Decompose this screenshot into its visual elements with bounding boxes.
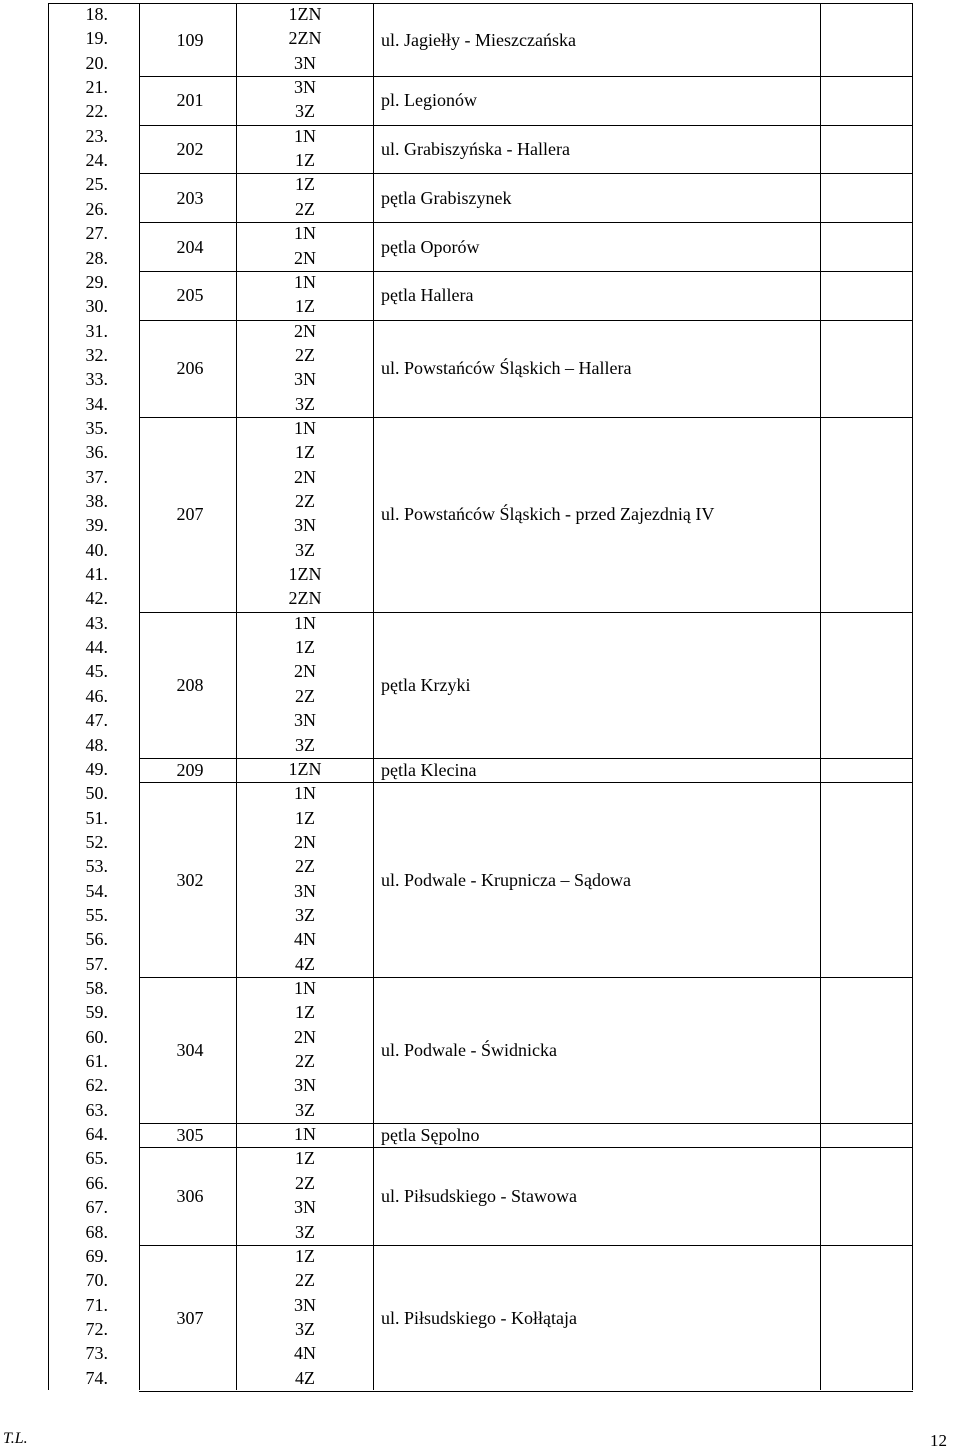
- footer-initials: T.L.: [3, 1430, 28, 1447]
- stop-location: ul. Powstańców Śląskich – Hallera: [381, 358, 632, 379]
- column-rule: [373, 3, 374, 1390]
- row-number: 39.: [85, 515, 108, 536]
- row-number: 58.: [85, 978, 108, 998]
- stop-direction: 3N: [294, 1075, 316, 1096]
- stop-direction: 1N: [294, 417, 316, 438]
- stop-direction: 1Z: [295, 150, 315, 171]
- row-number: 69.: [85, 1245, 108, 1266]
- stop-direction: 4N: [294, 1343, 316, 1364]
- stop-location: ul. Powstańców Śląskich - przed Zajezdnią IV: [381, 504, 715, 525]
- line-number: 204: [176, 236, 204, 257]
- stop-location: ul. Podwale - Świdnicka: [381, 1040, 557, 1061]
- row-number: 30.: [85, 296, 108, 317]
- stop-location: pętla Krzyki: [381, 674, 471, 695]
- row-number: 18.: [85, 4, 108, 24]
- row-number: 29.: [85, 271, 108, 292]
- stop-direction: 3N: [294, 369, 316, 390]
- stop-table: [48, 3, 913, 1390]
- stop-direction: 1Z: [295, 1002, 315, 1023]
- row-number: 64.: [85, 1124, 108, 1145]
- row-number: 33.: [85, 369, 108, 390]
- group-separator: [139, 320, 913, 321]
- line-number: 302: [176, 869, 204, 890]
- stop-direction: 1N: [294, 783, 316, 804]
- line-number: 203: [176, 187, 204, 208]
- line-number: 305: [176, 1125, 204, 1146]
- group-separator: [139, 76, 913, 77]
- stop-direction: 3N: [294, 52, 316, 73]
- stop-direction: 3N: [294, 710, 316, 731]
- group-separator: [139, 758, 913, 759]
- stop-direction: 1N: [294, 978, 316, 998]
- row-number: 44.: [85, 637, 108, 658]
- row-number: 37.: [85, 466, 108, 487]
- stop-direction: 2Z: [295, 1270, 315, 1291]
- stop-direction: 3Z: [295, 1221, 315, 1242]
- stop-direction: 2Z: [295, 198, 315, 219]
- row-number: 26.: [85, 198, 108, 219]
- stop-direction: 3N: [294, 1294, 316, 1315]
- row-number: 63.: [85, 1099, 108, 1120]
- row-number: 20.: [85, 52, 108, 73]
- line-number: 306: [176, 1186, 204, 1207]
- stop-location: ul. Piłsudskiego - Stawowa: [381, 1186, 577, 1207]
- stop-direction: 2Z: [295, 344, 315, 365]
- row-number: 40.: [85, 539, 108, 560]
- stop-direction: 2Z: [295, 1051, 315, 1072]
- stop-direction: 3N: [294, 77, 316, 98]
- group-separator: [139, 1391, 913, 1392]
- stop-direction: 1ZN: [288, 564, 322, 585]
- row-number: 54.: [85, 880, 108, 901]
- row-number: 70.: [85, 1270, 108, 1291]
- row-number: 49.: [85, 758, 108, 779]
- row-number: 56.: [85, 929, 108, 950]
- stop-direction: 1Z: [295, 1245, 315, 1266]
- stop-direction: 1Z: [295, 442, 315, 463]
- group-separator: [139, 1123, 913, 1124]
- row-number: 41.: [85, 564, 108, 585]
- row-number: 23.: [85, 125, 108, 146]
- group-separator: [139, 222, 913, 223]
- row-number: 42.: [85, 588, 108, 609]
- row-number: 65.: [85, 1148, 108, 1169]
- row-number: 48.: [85, 734, 108, 755]
- column-rule: [912, 3, 913, 1390]
- group-separator: [139, 612, 913, 613]
- stop-location: ul. Podwale - Krupnicza – Sądowa: [381, 869, 631, 890]
- stop-direction: 2ZN: [288, 28, 322, 49]
- stop-direction: 2N: [294, 466, 316, 487]
- row-number: 52.: [85, 831, 108, 852]
- stop-direction: 3Z: [295, 1099, 315, 1120]
- row-number: 68.: [85, 1221, 108, 1242]
- row-number: 55.: [85, 904, 108, 925]
- stop-direction: 3Z: [295, 734, 315, 755]
- group-separator: [139, 1147, 913, 1148]
- row-number: 34.: [85, 393, 108, 414]
- row-number: 67.: [85, 1197, 108, 1218]
- row-number: 57.: [85, 953, 108, 974]
- row-number: 50.: [85, 783, 108, 804]
- stop-direction: 1N: [294, 1124, 316, 1145]
- stop-direction: 3N: [294, 880, 316, 901]
- line-number: 208: [176, 674, 204, 695]
- row-number: 43.: [85, 612, 108, 633]
- row-number: 22.: [85, 101, 108, 122]
- stop-direction: 1N: [294, 612, 316, 633]
- stop-direction: 1N: [294, 125, 316, 146]
- stop-direction: 1Z: [295, 637, 315, 658]
- stop-location: ul. Piłsudskiego - Kołłątaja: [381, 1307, 577, 1328]
- stop-direction: 1Z: [295, 1148, 315, 1169]
- stop-location: ul. Grabiszyńska - Hallera: [381, 139, 570, 160]
- row-number: 31.: [85, 320, 108, 341]
- row-number: 36.: [85, 442, 108, 463]
- column-rule: [820, 3, 821, 1390]
- row-number: 73.: [85, 1343, 108, 1364]
- stop-direction: 2Z: [295, 685, 315, 706]
- group-separator: [139, 782, 913, 783]
- line-number: 207: [176, 504, 204, 525]
- stop-direction: 3Z: [295, 539, 315, 560]
- stop-location: pętla Grabiszynek: [381, 187, 512, 208]
- row-number: 66.: [85, 1172, 108, 1193]
- row-number: 24.: [85, 150, 108, 171]
- stop-direction: 3Z: [295, 393, 315, 414]
- stop-location: pętla Sępolno: [381, 1125, 480, 1146]
- stop-direction: 2N: [294, 247, 316, 268]
- column-rule: [139, 3, 140, 1390]
- stop-location: pl. Legionów: [381, 90, 477, 111]
- stop-direction: 3Z: [295, 904, 315, 925]
- table-top-rule: [48, 3, 913, 4]
- stop-direction: 4N: [294, 929, 316, 950]
- column-rule: [236, 3, 237, 1390]
- row-number: 74.: [85, 1367, 108, 1388]
- group-separator: [139, 173, 913, 174]
- stop-direction: 1ZN: [288, 4, 322, 24]
- stop-direction: 4Z: [295, 953, 315, 974]
- stop-direction: 2N: [294, 831, 316, 852]
- group-separator: [139, 271, 913, 272]
- row-number: 51.: [85, 807, 108, 828]
- row-number: 62.: [85, 1075, 108, 1096]
- line-number: 304: [176, 1040, 204, 1061]
- row-number: 72.: [85, 1318, 108, 1339]
- stop-direction: 3Z: [295, 101, 315, 122]
- stop-direction: 2N: [294, 320, 316, 341]
- stop-direction: 1Z: [295, 296, 315, 317]
- row-number: 28.: [85, 247, 108, 268]
- stop-direction: 2N: [294, 661, 316, 682]
- stop-direction: 3N: [294, 515, 316, 536]
- line-number: 307: [176, 1307, 204, 1328]
- stop-direction: 1ZN: [288, 758, 322, 779]
- stop-location: pętla Klecina: [381, 760, 477, 781]
- line-number: 202: [176, 139, 204, 160]
- row-number: 21.: [85, 77, 108, 98]
- row-number: 46.: [85, 685, 108, 706]
- stop-direction: 2Z: [295, 491, 315, 511]
- group-separator: [139, 417, 913, 418]
- row-number: 19.: [85, 28, 108, 49]
- stop-direction: 1N: [294, 271, 316, 292]
- row-number: 38.: [85, 491, 108, 511]
- stop-location: ul. Jagiełły - Mieszczańska: [381, 29, 576, 50]
- stop-direction: 1Z: [295, 174, 315, 195]
- row-number: 59.: [85, 1002, 108, 1023]
- stop-location: pętla Oporów: [381, 236, 480, 257]
- row-number: 35.: [85, 417, 108, 438]
- stop-direction: 2Z: [295, 856, 315, 877]
- line-number: 109: [176, 29, 204, 50]
- group-separator: [139, 1245, 913, 1246]
- line-number: 209: [176, 760, 204, 781]
- stop-direction: 2Z: [295, 1172, 315, 1193]
- page-number: 12: [930, 1431, 947, 1450]
- row-number: 60.: [85, 1026, 108, 1047]
- stop-direction: 1Z: [295, 807, 315, 828]
- stop-location: pętla Hallera: [381, 285, 474, 306]
- stop-direction: 2ZN: [288, 588, 322, 609]
- stop-direction: 1N: [294, 223, 316, 244]
- row-number: 71.: [85, 1294, 108, 1315]
- stop-direction: 3Z: [295, 1318, 315, 1339]
- group-separator: [139, 977, 913, 978]
- row-number: 47.: [85, 710, 108, 731]
- line-number: 206: [176, 358, 204, 379]
- row-number: 32.: [85, 344, 108, 365]
- stop-direction: 4Z: [295, 1367, 315, 1388]
- line-number: 205: [176, 285, 204, 306]
- row-number: 45.: [85, 661, 108, 682]
- line-number: 201: [176, 90, 204, 111]
- stop-direction: 3N: [294, 1197, 316, 1218]
- stop-direction: 2N: [294, 1026, 316, 1047]
- row-number: 53.: [85, 856, 108, 877]
- row-number: 27.: [85, 223, 108, 244]
- group-separator: [139, 125, 913, 126]
- row-number: 25.: [85, 174, 108, 195]
- row-number: 61.: [85, 1051, 108, 1072]
